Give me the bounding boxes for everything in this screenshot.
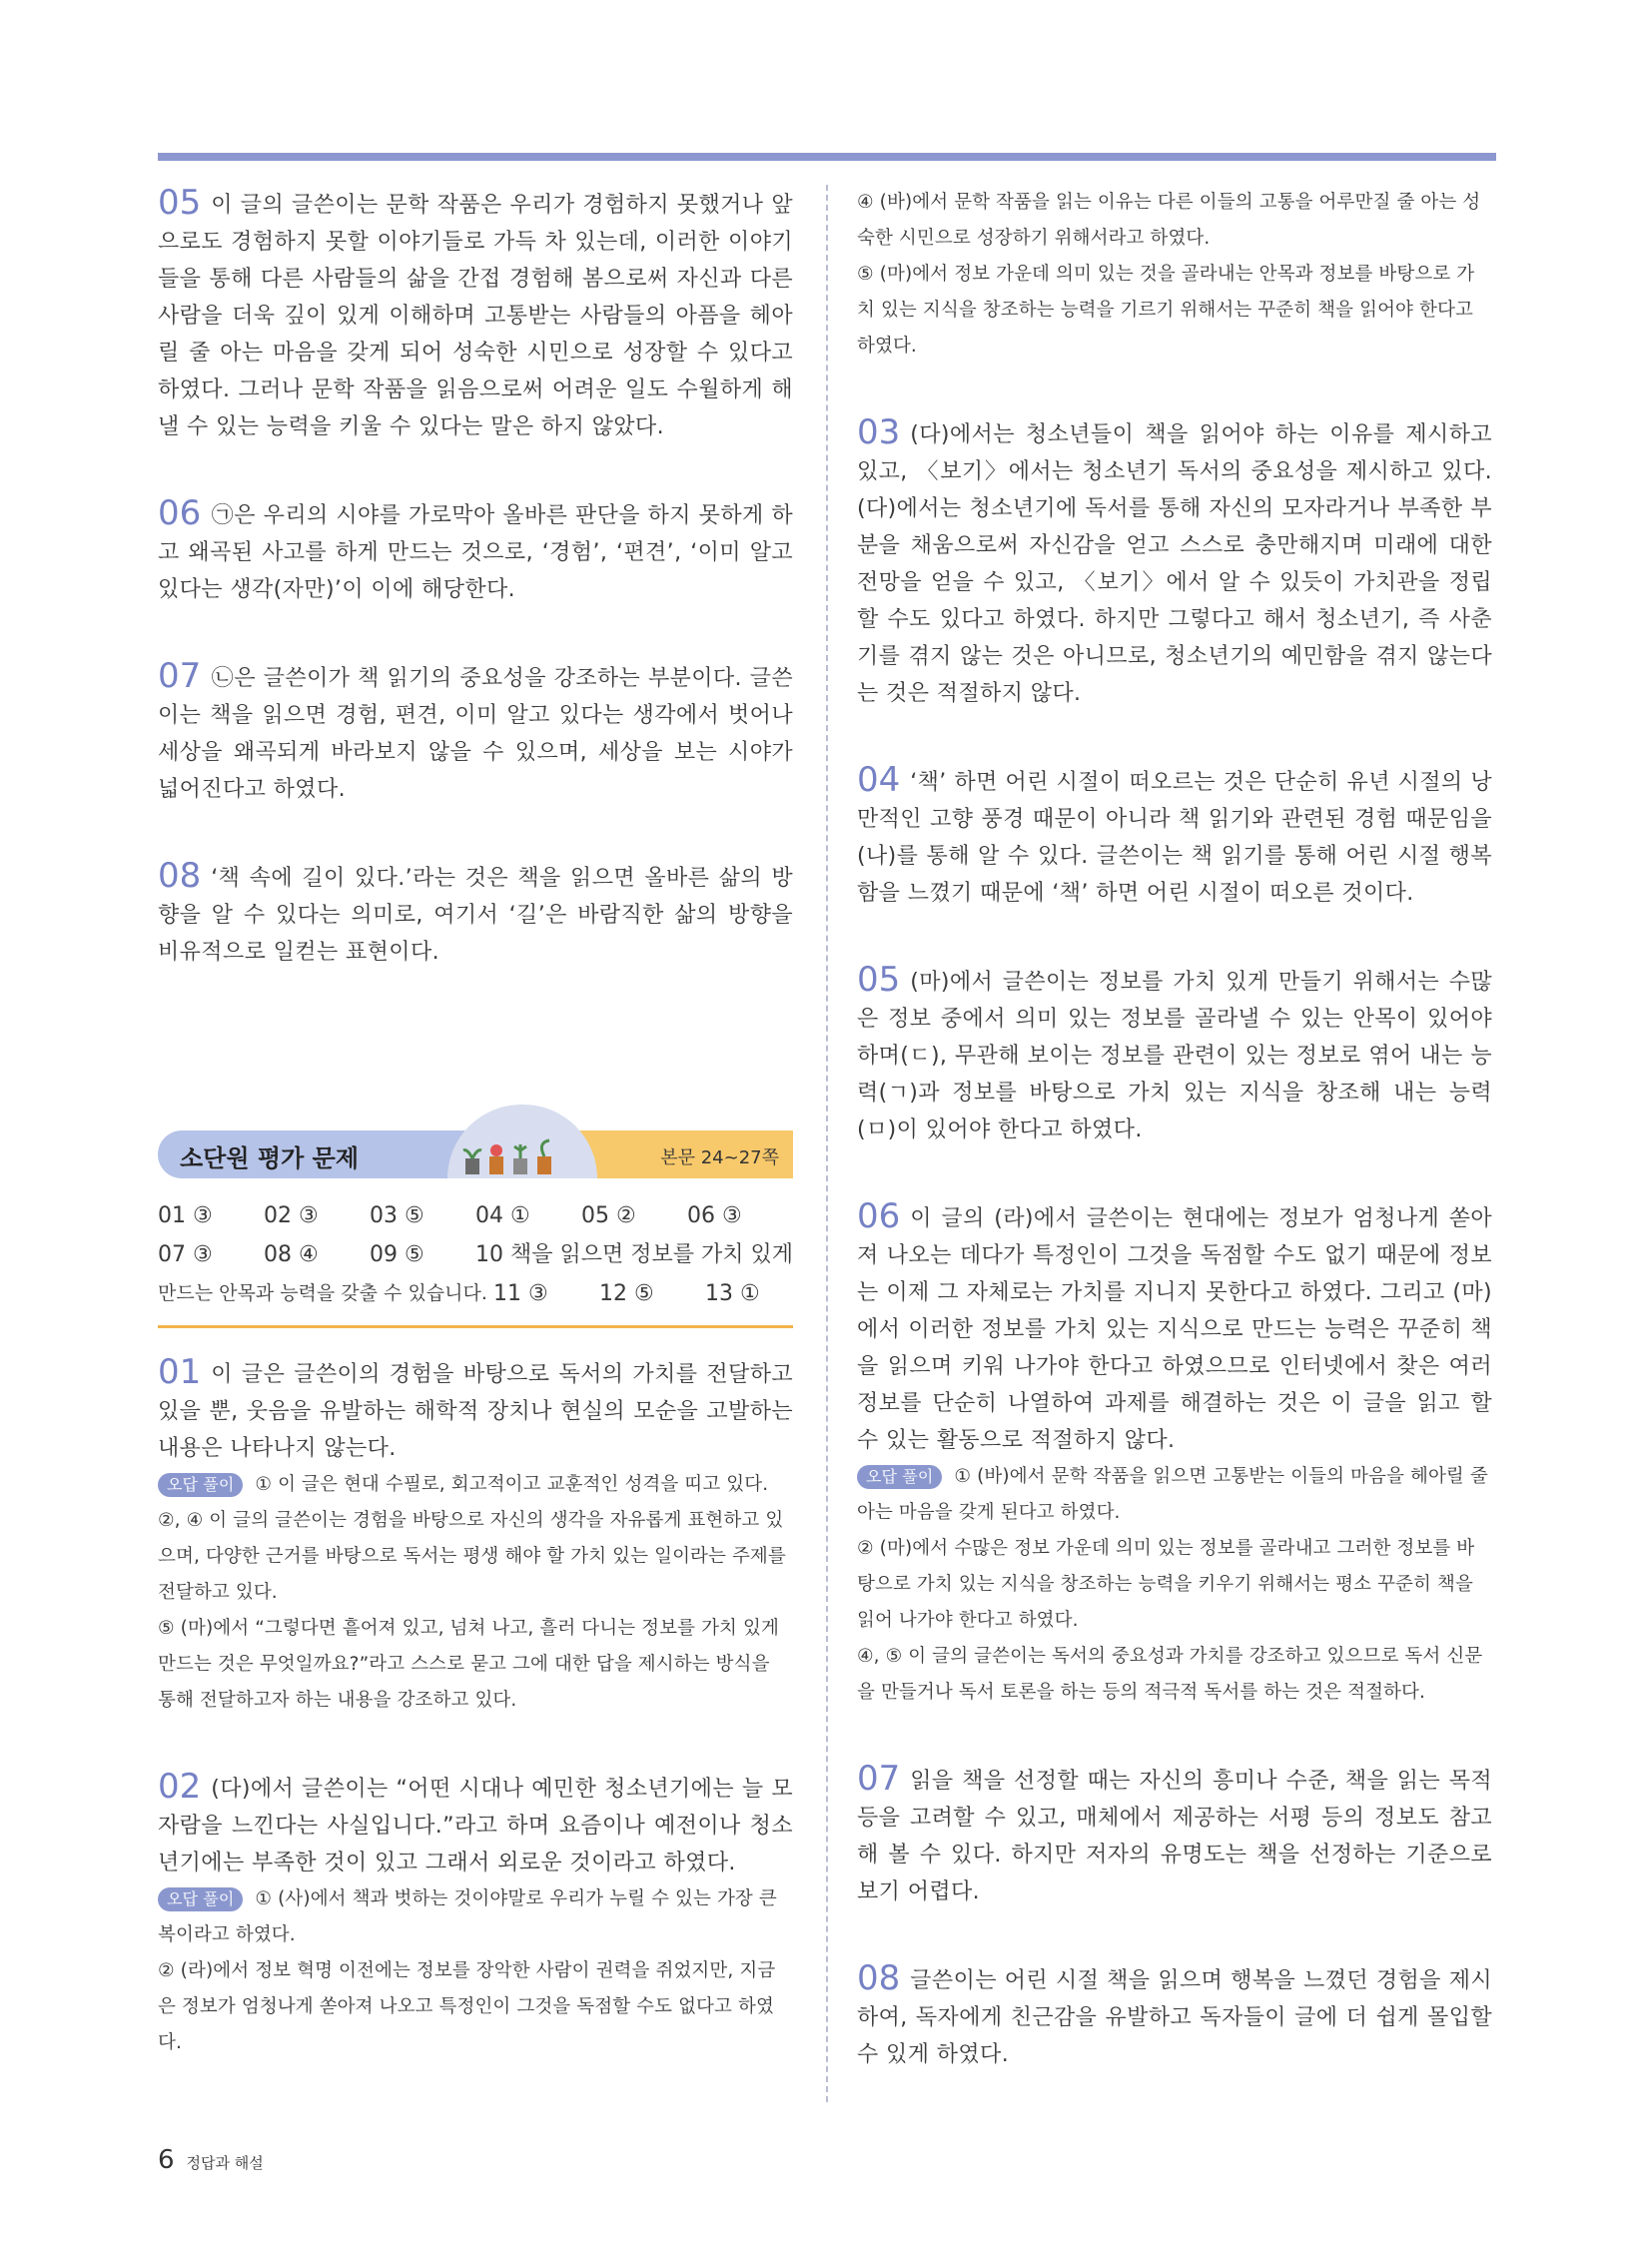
explanation-text: (다)에서는 청소년들이 책을 읽어야 하는 이유를 제시하고 있고, 〈보기〉에서는 청소년기 독서의 중요성을 제시하고 있다. (다)에서는 청소년기에 독서를 통해 자신의 모자라거나 부족한 부분을 채움으로써 자신감을 얻고 스스로 충만해지며 미래에 대한 전망을 얻을 수 있고, 〈보기〉에서 알 수 있듯이 가치관을 정립할 수도 있다고 하였다. 하지만 그렇다고 해서 청소년기, 즉 사춘기를 겪지 않는 것은 아니므로, 청소년기의 예민함을 겪지 않는다는 것은 적절하지 않다. [857,422,1492,706]
explanation-text: 이 글의 글쓴이는 문학 작품은 우리가 경험하지 못했거나 앞으로도 경험하지 못할 이야기들로 가득 차 있는데, 이러한 이야기들을 통해 다른 사람들의 삶을 간접 경험해 봄으로써 자신과 다른 사람을 더욱 깊이 있게 이해하며 고통받는 사람들의 아픔을 헤아릴 줄 아는 마음을 갖게 되어 성숙한 시민으로 성장할 수 있다고 하였다. 그러나 문학 작품을 읽음으로써 어려운 일도 수월하게 해낼 수 있는 능력을 키울 수 있다는 말은 하지 않았다. [158,193,793,439]
answer-item: 06 ③ [687,1203,742,1228]
question-number: 07 [857,1759,901,1799]
answer-item: 04 ① [475,1203,530,1228]
wrong-answer-tag: 오답 풀이 [158,1887,243,1911]
question-05 [158,185,793,445]
question-07 [158,658,793,808]
question-06b [857,1198,1492,1711]
note-text: ⑤ (마)에서 정보 가운데 의미 있는 것을 골라내는 안목과 정보를 바탕으로 가치 있는 지식을 창조하는 능력을 기르기 위해서는 꾸준히 책을 읽어야 한다고 하였다. [857,264,1475,357]
right-column [857,185,1492,2123]
top-rule [158,153,1496,161]
explanation-text: (다)에서 글쓴이는 “어떤 시대나 예민한 청소년기에는 늘 모자람을 느낀다는 사실입니다.”라고 하며 요즘이나 예전이나 청소년기에는 부족한 것이 있고 그래서 외로운 것이라고 하였다. [158,1777,793,1875]
footer-label: 정답과 해설 [186,2154,264,2172]
question-number: 01 [158,1352,202,1392]
answer-item: 만드는 안목과 능력을 갖출 수 있습니다. [158,1282,487,1304]
note-text: ④ (바)에서 문학 작품을 읽는 이유는 다른 이들의 고통을 어루만질 줄 아는 성숙한 시민으로 성장하기 위해서라고 하였다. [857,192,1481,249]
question-04 [857,762,1492,912]
question-number: 07 [158,656,202,696]
explanation-text: 글쓴이는 어린 시절 책을 읽으며 행복을 느꼈던 경험을 제시하여, 독자에게 친근감을 유발하고 독자들이 글에 더 쉽게 몰입할 수 있게 하였다. [857,1968,1492,2067]
question-03 [857,414,1492,712]
question-number: 08 [158,856,202,896]
section-banner [158,1130,793,1178]
answer-item: 02 ③ [264,1203,319,1228]
note-text: ② (라)에서 정보 혁명 이전에는 정보를 장악한 사람이 권력을 쥐었지만, 지금은 정보가 엄청나게 쏟아져 나오고 특정인이 그것을 독점할 수도 없다고 하였다. [158,1960,776,2053]
answer-item: 13 ① [705,1281,760,1306]
explanation-text: 읽을 책을 선정할 때는 자신의 흥미나 수준, 책을 읽는 목적 등을 고려할 수 있고, 매체에서 제공하는 서평 등의 정보도 참고해 볼 수 있다. 하지만 저자의 유명도는 책을 선정하는 기준으로 보기 어렵다. [857,1769,1492,1904]
note-text: ① (사)에서 책과 벗하는 것이야말로 우리가 누릴 수 있는 가장 큰 복이라고 하였다. [158,1888,777,1945]
answer-item: 11 ③ [493,1281,548,1306]
explanation-text: 이 글의 (라)에서 글쓴이는 현대에는 정보가 엄청나게 쏟아져 나오는 데다가 특정인이 그것을 독점할 수도 없기 때문에 정보는 이제 그 자체로는 가치를 지니지 못한다고 하였다. 그리고 (마)에서 이러한 정보를 가치 있는 지식으로 만드는 능력은 꾸준히 책을 읽으며 키워 나가야 한다고 하였으므로 인터넷에서 찾은 여러 정보를 단순히 나열하여 과제를 해결하는 것은 이 글을 읽고 할 수 있는 활동으로 적절하지 않다. [857,1206,1492,1453]
question-number: 05 [158,183,202,223]
answer-item: 05 ② [581,1203,636,1228]
explanation-text: ‘책’ 하면 어린 시절이 떠오르는 것은 단순히 유년 시절의 낭만적인 고향 풍경 때문이 아니라 책 읽기와 관련된 경험 때문임을 (나)를 통해 알 수 있다. 글쓴이는 책 읽기를 통해 어린 시절 행복함을 느꼈기 때문에 ‘책’ 하면 어린 시절이 떠오른 것이다. [857,770,1492,906]
note-text: ④, ⑤ 이 글의 글쓴이는 독서의 중요성과 가치를 강조하고 있으므로 독서 신문을 만들거나 독서 토론을 하는 등의 적극적 독서를 하는 것은 적절하다. [857,1646,1483,1703]
banner-pages: 본문 24~27쪽 [660,1147,779,1168]
question-01 [158,1354,793,1719]
answer-row [158,1274,793,1313]
note-text: ② (마)에서 수많은 정보 가운데 의미 있는 정보를 골라내고 그러한 정보를 바탕으로 가치 있는 지식을 창조하는 능력을 키우기 위해서는 평소 꾸준히 책을 읽어 나가야 한다고 하였다. [857,1538,1475,1631]
question-07b [857,1761,1492,1910]
note-text: ⑤ (마)에서 “그렇다면 흩어져 있고, 넘쳐 나고, 흘러 다니는 정보를 가치 있게 만드는 것은 무엇일까요?”라고 스스로 묻고 그에 대한 답을 제시하는 방식을 통해 전달하고자 하는 내용을 강조하고 있다. [158,1618,779,1711]
answer-item: 03 ⑤ [370,1203,424,1228]
question-06 [158,495,793,608]
question-number: 06 [857,1196,901,1236]
explanation-text: ‘책 속에 길이 있다.’라는 것은 책을 읽으면 올바른 삶의 방향을 알 수 있다는 의미로, 여기서 ‘길’은 바람직한 삶의 방향을 비유적으로 일컫는 표현이다. [158,866,793,965]
answer-divider [158,1325,793,1328]
question-number: 04 [857,760,901,800]
explanation-text: ㉠은 우리의 시야를 가로막아 올바른 판단을 하지 못하게 하고 왜곡된 사고를 하게 만드는 것으로, ‘경험’, ‘편견’, ‘이미 알고 있다는 생각(자만)’이 이에 해당한다. [158,503,793,602]
answer-item: 08 ④ [264,1242,319,1267]
wrong-answer-tag: 오답 풀이 [857,1465,942,1489]
question-05b [857,962,1492,1148]
question-02 [158,1769,793,2061]
column-divider [826,185,828,2102]
wrong-answer-tag: 오답 풀이 [158,1473,243,1497]
banner-title: 소단원 평가 문제 [180,1144,359,1172]
note-text: ① 이 글은 현대 수필로, 회고적이고 교훈적인 성격을 띠고 있다. [255,1474,769,1495]
explanation-text: 이 글은 글쓴이의 경험을 바탕으로 독서의 가치를 전달하고 있을 뿐, 웃음을 유발하는 해학적 장치나 현실의 모순을 고발하는 내용은 나타나지 않는다. [158,1362,793,1461]
note-text: ②, ④ 이 글의 글쓴이는 경험을 바탕으로 자신의 생각을 자유롭게 표현하고 있으며, 다양한 근거를 바탕으로 독서는 평생 해야 할 가치 있는 일이라는 주제를 전달하고 있다. [158,1510,786,1603]
answer-item: 10 책을 읽으면 정보를 가치 있게 [475,1242,793,1267]
answer-item: 09 ⑤ [370,1242,424,1267]
answer-row [158,1196,793,1235]
answer-item: 07 ③ [158,1242,213,1267]
page-number: 6 [158,2145,175,2175]
question-08 [158,858,793,971]
question-number: 02 [158,1767,202,1807]
question-08b [857,1960,1492,2073]
left-column [158,185,793,2111]
question-number: 08 [857,1958,901,1998]
answer-item: 01 ③ [158,1203,213,1228]
question-number: 05 [857,960,901,1000]
explanation-text: (마)에서 글쓴이는 정보를 가치 있게 만들기 위해서는 수많은 정보 중에서 의미 있는 정보를 골라낼 수 있는 안목이 있어야 하며(ㄷ), 무관해 보이는 정보를 관련이 있는 정보로 엮어 내는 능력(ㄱ)과 정보를 바탕으로 가치 있는 지식을 창조해 내는 능력(ㅁ)이 있어야 한다고 하였다. [857,970,1492,1142]
explanation-text: ㉡은 글쓴이가 책 읽기의 중요성을 강조하는 부분이다. 글쓴이는 책을 읽으면 경험, 편견, 이미 알고 있다는 생각에서 벗어나 세상을 왜곡되게 바라보지 않을 수 있으며, 세상을 보는 시야가 넓어진다고 하였다. [158,666,793,802]
answer-row [158,1235,793,1274]
continued-notes [857,185,1492,365]
note-text: ① (바)에서 문학 작품을 읽으면 고통받는 이들의 마음을 헤아릴 줄 아는 마음을 갖게 된다고 하였다. [857,1466,1488,1523]
answer-item: 12 ⑤ [599,1281,654,1306]
page-footer [158,2145,264,2175]
plant-pots-icon [457,1136,567,1176]
question-number: 06 [158,493,202,533]
answer-key [158,1196,793,1313]
question-number: 03 [857,412,901,452]
